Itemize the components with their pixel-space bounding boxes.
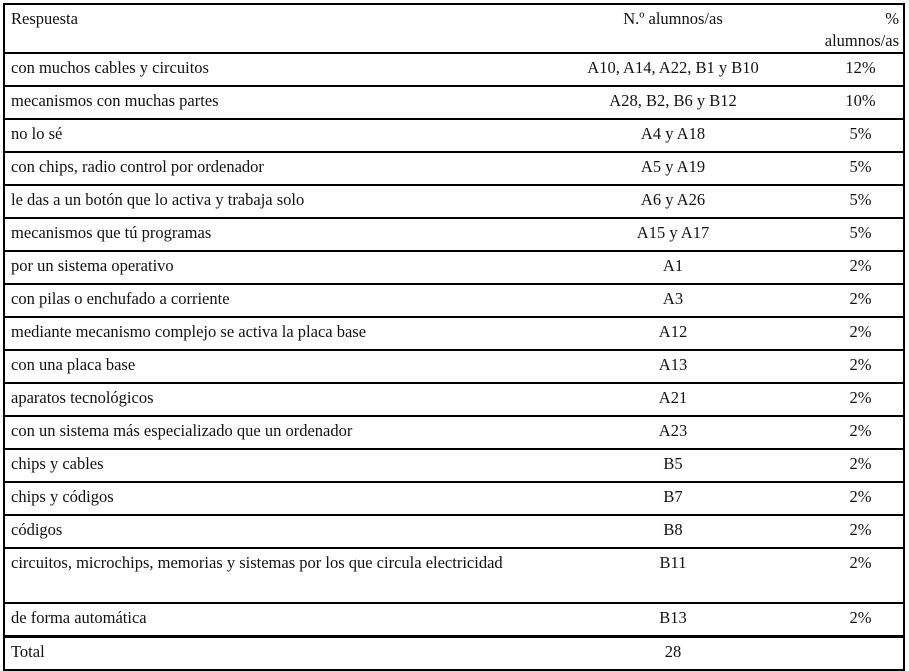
alumnos-cell: A13 <box>572 350 774 383</box>
alumnos-cell: A12 <box>572 317 774 350</box>
total-percent-empty <box>774 637 904 671</box>
table-row <box>4 251 904 284</box>
total-label: Total <box>4 637 572 671</box>
percent-cell: 2% <box>774 317 904 350</box>
table-row <box>4 119 904 152</box>
respuesta-cell: con una placa base <box>4 350 572 383</box>
respuesta-cell: mecanismos que tú programas <box>4 218 572 251</box>
respuesta-cell: con pilas o enchufado a corriente <box>4 284 572 317</box>
respuesta-cell: circuitos, microchips, memorias y sistemas por los que circula electricidad <box>4 548 572 603</box>
percent-cell: 2% <box>774 515 904 548</box>
alumnos-cell: A28, B2, B6 y B12 <box>572 86 774 119</box>
percent-cell: 2% <box>774 548 904 603</box>
percent-cell: 12% <box>774 53 904 86</box>
table-row <box>4 350 904 383</box>
percent-cell: 5% <box>774 152 904 185</box>
total-row <box>4 637 904 671</box>
header-alumnos: N.º alumnos/as <box>572 4 774 53</box>
table-row <box>4 317 904 350</box>
alumnos-cell: B13 <box>572 603 774 637</box>
percent-cell: 10% <box>774 86 904 119</box>
table-row <box>4 416 904 449</box>
table-row <box>4 152 904 185</box>
respuesta-cell: con un sistema más especializado que un ordenador <box>4 416 572 449</box>
percent-cell: 2% <box>774 482 904 515</box>
table-header-row <box>4 4 904 53</box>
percent-cell: 2% <box>774 251 904 284</box>
table-row <box>4 53 904 86</box>
alumnos-cell: B7 <box>572 482 774 515</box>
table-row <box>4 603 904 637</box>
percent-cell: 2% <box>774 284 904 317</box>
alumnos-cell: B5 <box>572 449 774 482</box>
respuesta-cell: aparatos tecnológicos <box>4 383 572 416</box>
alumnos-cell: A1 <box>572 251 774 284</box>
alumnos-cell: B8 <box>572 515 774 548</box>
percent-cell: 2% <box>774 383 904 416</box>
respuesta-cell: no lo sé <box>4 119 572 152</box>
respuesta-cell: le das a un botón que lo activa y trabaja solo <box>4 185 572 218</box>
alumnos-cell: A23 <box>572 416 774 449</box>
alumnos-cell: B11 <box>572 548 774 603</box>
table-row <box>4 218 904 251</box>
table-row <box>4 482 904 515</box>
percent-cell: 5% <box>774 185 904 218</box>
respuesta-cell: con chips, radio control por ordenador <box>4 152 572 185</box>
alumnos-cell: A4 y A18 <box>572 119 774 152</box>
respuesta-cell: mecanismos con muchas partes <box>4 86 572 119</box>
header-respuesta: Respuesta <box>4 4 572 53</box>
table-row <box>4 284 904 317</box>
table-row <box>4 185 904 218</box>
percent-cell: 2% <box>774 416 904 449</box>
respuesta-cell: mediante mecanismo complejo se activa la placa base <box>4 317 572 350</box>
percent-cell: 2% <box>774 350 904 383</box>
alumnos-cell: A5 y A19 <box>572 152 774 185</box>
respuesta-cell: chips y cables <box>4 449 572 482</box>
respuesta-cell: de forma automática <box>4 603 572 637</box>
alumnos-cell: A10, A14, A22, B1 y B10 <box>572 53 774 86</box>
table-row <box>4 515 904 548</box>
responses-table <box>3 3 905 671</box>
percent-cell: 2% <box>774 449 904 482</box>
alumnos-cell: A3 <box>572 284 774 317</box>
alumnos-cell: A6 y A26 <box>572 185 774 218</box>
percent-cell: 2% <box>774 603 904 637</box>
header-percent: % alumnos/as <box>774 4 904 53</box>
total-value: 28 <box>572 637 774 671</box>
table-row <box>4 548 904 603</box>
respuesta-cell: con muchos cables y circuitos <box>4 53 572 86</box>
table-row <box>4 449 904 482</box>
respuesta-cell: por un sistema operativo <box>4 251 572 284</box>
respuesta-cell: chips y códigos <box>4 482 572 515</box>
table-row <box>4 86 904 119</box>
table-row <box>4 383 904 416</box>
alumnos-cell: A15 y A17 <box>572 218 774 251</box>
alumnos-cell: A21 <box>572 383 774 416</box>
percent-cell: 5% <box>774 119 904 152</box>
percent-cell: 5% <box>774 218 904 251</box>
respuesta-cell: códigos <box>4 515 572 548</box>
